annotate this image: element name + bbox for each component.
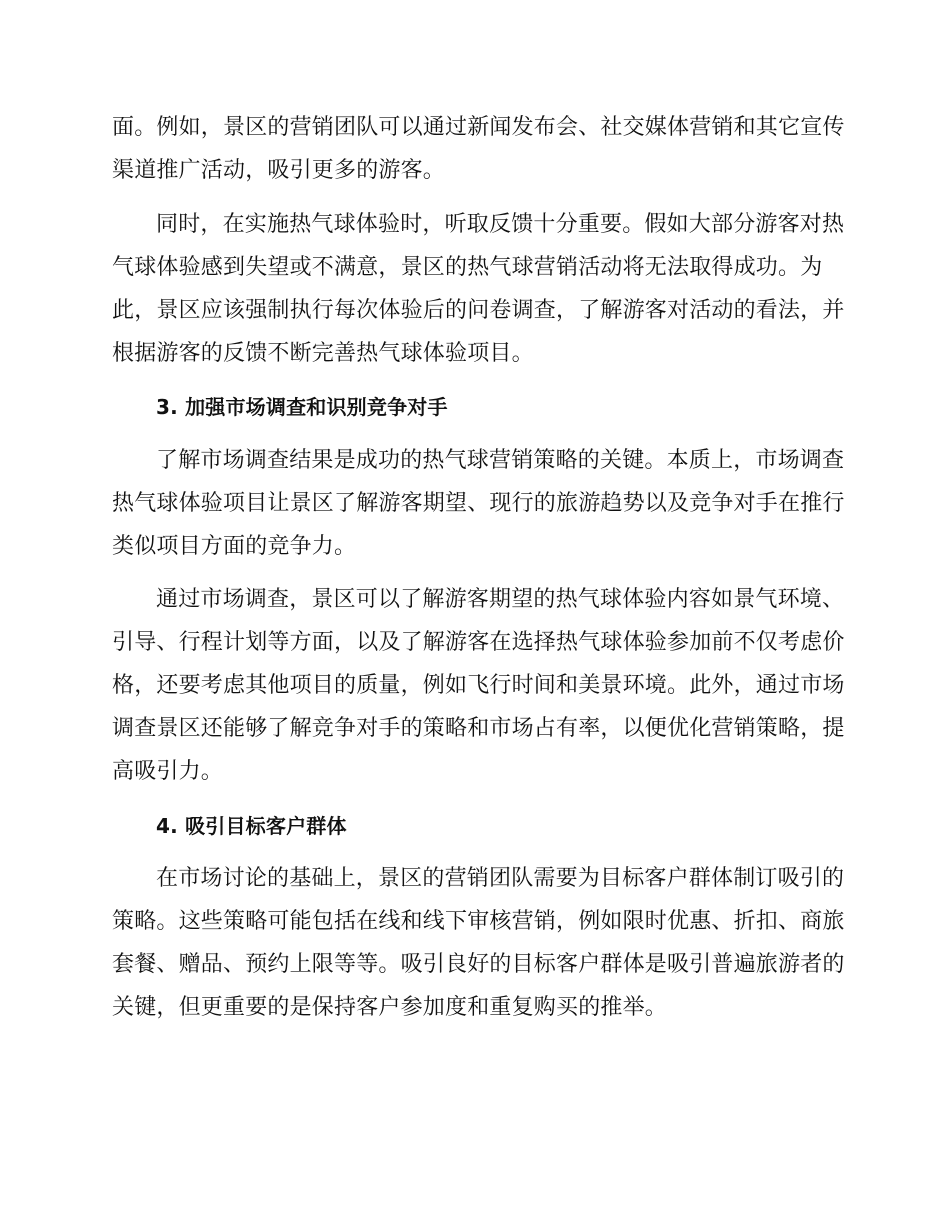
section-4-paragraph-line: 在市场讨论的基础上，景区的营销团队需要为目标客户群体制订吸引的 [156, 866, 845, 891]
section-3-paragraph-1-line: 类似项目方面的竞争力。 [112, 534, 357, 559]
feedback-paragraph-line: 此，景区应该强制执行每次体验后的问卷调查，了解游客对活动的看法，并 [112, 298, 845, 323]
section-3-paragraph-2-line: 格，还要考虑其他项目的质量，例如飞行时间和美景环境。此外，通过市场 [112, 673, 845, 698]
section-3-paragraph-2-line: 调查景区还能够了解竞争对手的策略和市场占有率，以便优化营销策略，提 [112, 716, 845, 741]
section-3-paragraph-2-line: 高吸引力。 [112, 759, 224, 784]
intro-paragraph-line: 面。例如，景区的营销团队可以通过新闻发布会、社交媒体营销和其它宣传 [112, 115, 845, 140]
section-4-paragraph-line: 关键，但更重要的是保持客户参加度和重复购买的推举。 [112, 995, 668, 1020]
section-3-paragraph-2-line: 引导、行程计划等方面，以及了解游客在选择热气球体验参加前不仅考虑价 [112, 630, 845, 655]
section-4-heading: 4. 吸引目标客户群体 [156, 814, 347, 838]
section-3-paragraph-2-line: 通过市场调查，景区可以了解游客期望的热气球体验内容如景气环境、 [156, 587, 845, 612]
section-4-paragraph-line: 套餐、赠品、预约上限等等。吸引良好的目标客户群体是吸引普遍旅游者的 [112, 952, 845, 977]
feedback-paragraph-line: 气球体验感到失望或不满意，景区的热气球营销活动将无法取得成功。为 [112, 255, 823, 280]
feedback-paragraph-line: 同时，在实施热气球体验时，听取反馈十分重要。假如大部分游客对热 [156, 212, 845, 237]
section-3-paragraph-1-line: 热气球体验项目让景区了解游客期望、现行的旅游趋势以及竞争对手在推行 [112, 491, 845, 516]
intro-paragraph-line: 渠道推广活动，吸引更多的游客。 [112, 158, 446, 183]
section-3-paragraph-1-line: 了解市场调查结果是成功的热气球营销策略的关键。本质上，市场调查 [156, 448, 845, 473]
section-4-paragraph-line: 策略。这些策略可能包括在线和线下审核营销，例如限时优惠、折扣、商旅 [112, 909, 845, 934]
feedback-paragraph-line: 根据游客的反馈不断完善热气球体验项目。 [112, 341, 534, 366]
section-3-heading: 3. 加强市场调查和识别竞争对手 [156, 395, 448, 419]
